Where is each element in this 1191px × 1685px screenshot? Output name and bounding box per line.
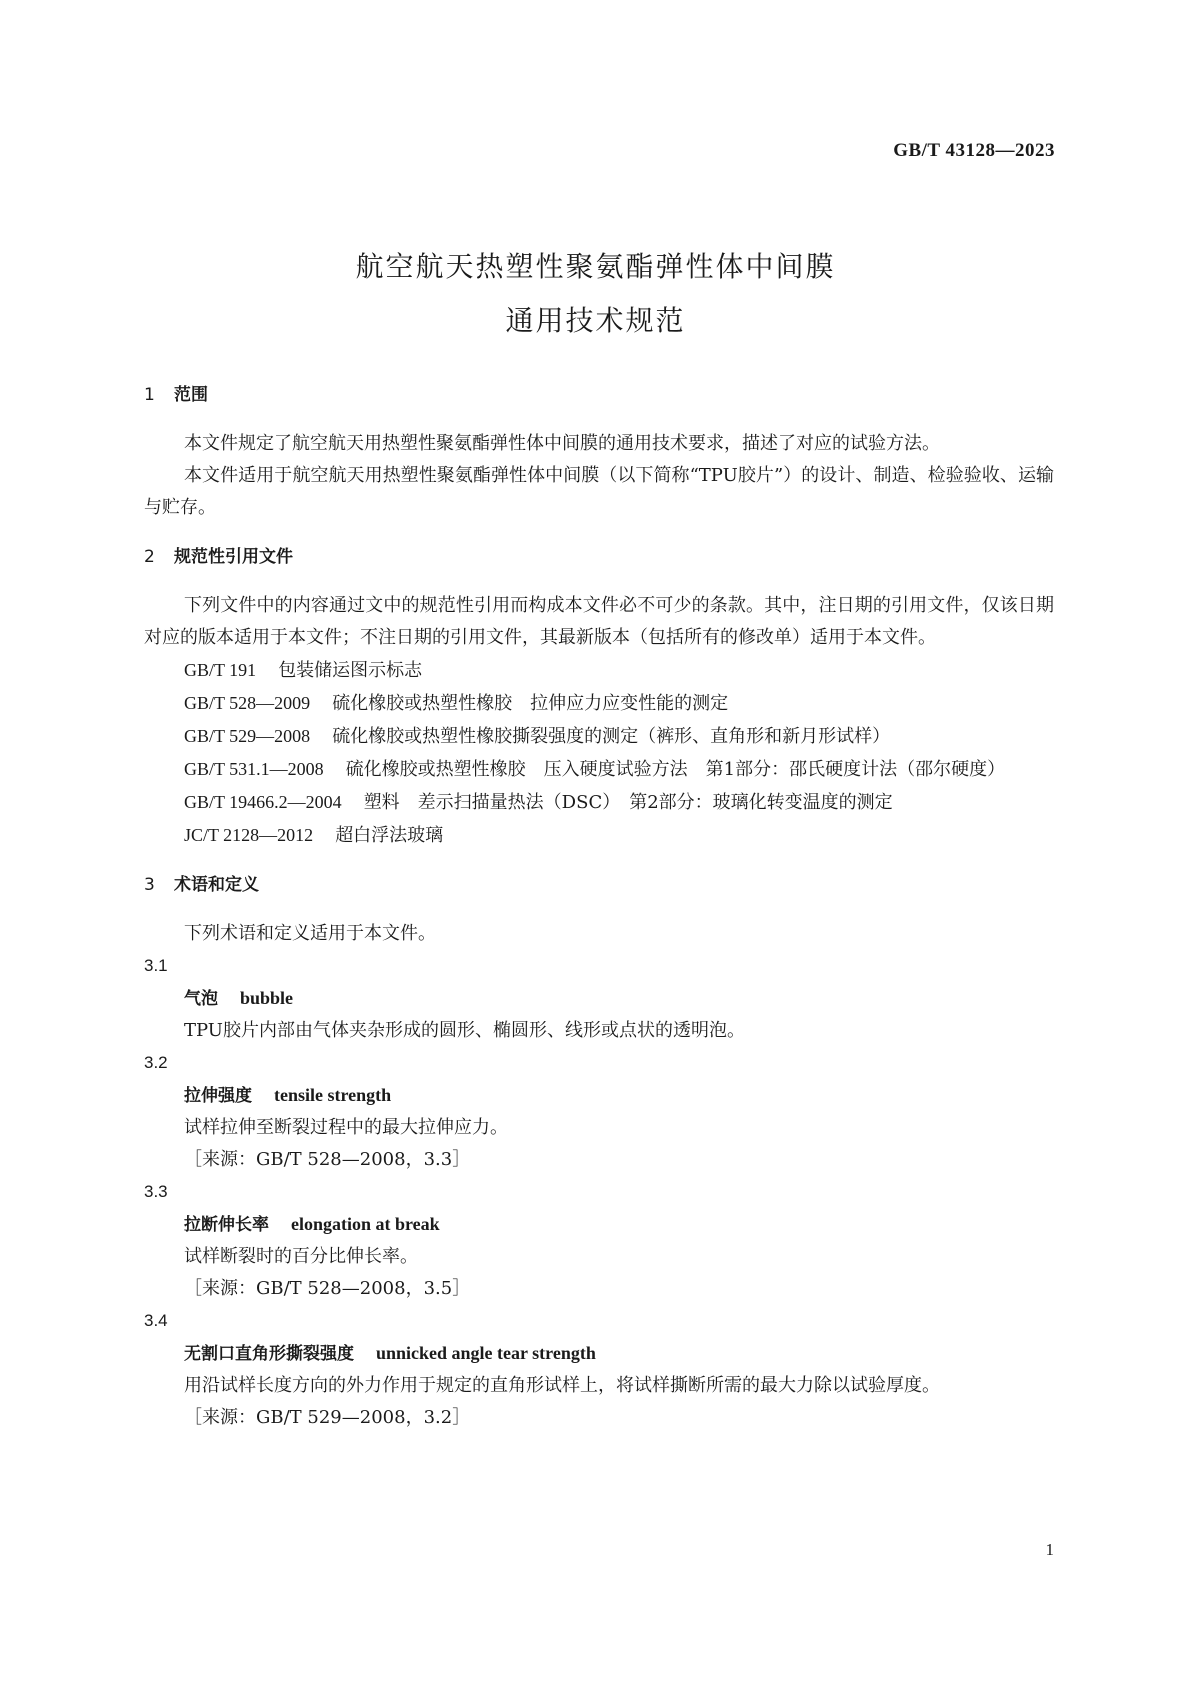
paragraph: 本文件规定了航空航天用热塑性聚氨酯弹性体中间膜的通用技术要求，描述了对应的试验方法。	[184, 433, 940, 454]
term-number: 3.3	[144, 1182, 168, 1201]
term-title: 气泡 bubble	[184, 988, 294, 1009]
reference-item: GB/T 191 包装储运图示标志	[184, 660, 423, 681]
term-source: ［来源：GB/T 528—2008，3.3］	[184, 1149, 471, 1170]
section-heading	[144, 874, 1054, 896]
term-definition: 试样拉伸至断裂过程中的最大拉伸应力。	[184, 1117, 508, 1138]
term-definition: 试样断裂时的百分比伸长率。	[184, 1246, 418, 1267]
term-number: 3.4	[144, 1311, 168, 1330]
section-heading	[144, 546, 1054, 568]
paragraph: 本文件适用于航空航天用热塑性聚氨酯弹性体中间膜（以下简称“TPU胶片”）的设计、制造、检验验收、运输与贮存。	[144, 465, 1054, 518]
reference-item: GB/T 531.1—2008 硫化橡胶或热塑性橡胶 压入硬度试验方法 第1部分：邵氏硬度计法（邵尔硬度）	[184, 759, 1006, 780]
section-number: 1	[144, 385, 155, 405]
paragraph: 下列术语和定义适用于本文件。	[184, 923, 436, 944]
term-definition: TPU胶片内部由气体夹杂形成的圆形、椭圆形、线形或点状的透明泡。	[184, 1020, 745, 1041]
paragraph: 下列文件中的内容通过文中的规范性引用而构成本文件必不可少的条款。其中，注日期的引用文件，仅该日期对应的版本适用于本文件；不注日期的引用文件，其最新版本（包括所有的修改单）适用于本文件。	[144, 595, 1054, 648]
term-title: 无割口直角形撕裂强度 unnicked angle tear strength	[184, 1343, 596, 1364]
term-definition: 用沿试样长度方向的外力作用于规定的直角形试样上，将试样撕断所需的最大力除以试验厚度。	[184, 1375, 940, 1396]
section-number: 2	[144, 547, 155, 567]
section-title: 术语和定义	[174, 875, 259, 895]
reference-item: GB/T 528—2009 硫化橡胶或热塑性橡胶 拉伸应力应变性能的测定	[184, 693, 729, 714]
section-title: 范围	[174, 385, 208, 405]
section-heading	[144, 384, 1054, 406]
reference-item: GB/T 529—2008 硫化橡胶或热塑性橡胶撕裂强度的测定（裤形、直角形和新月形试样）	[184, 726, 891, 747]
title-line-1: 航空航天热塑性聚氨酯弹性体中间膜	[355, 250, 836, 283]
section-number: 3	[144, 875, 155, 895]
title-line-2: 通用技术规范	[505, 304, 686, 337]
term-number: 3.2	[144, 1053, 168, 1072]
section-title: 规范性引用文件	[174, 547, 293, 567]
page-number: 1	[1045, 1540, 1054, 1559]
term-source: ［来源：GB/T 529—2008，3.2］	[184, 1407, 471, 1428]
document-body	[144, 384, 1054, 1434]
standard-code: GB/T 43128—2023	[893, 140, 1055, 161]
term-number: 3.1	[144, 956, 168, 975]
term-title: 拉断伸长率 elongation at break	[184, 1214, 440, 1235]
reference-item: GB/T 19466.2—2004 塑料 差示扫描量热法（DSC） 第2部分：玻璃化转变温度的测定	[184, 792, 893, 813]
term-source: ［来源：GB/T 528—2008，3.5］	[184, 1278, 471, 1299]
term-title: 拉伸强度 tensile strength	[184, 1085, 392, 1106]
reference-item: JC/T 2128—2012 超白浮法玻璃	[184, 825, 444, 846]
document-title	[0, 240, 1191, 348]
